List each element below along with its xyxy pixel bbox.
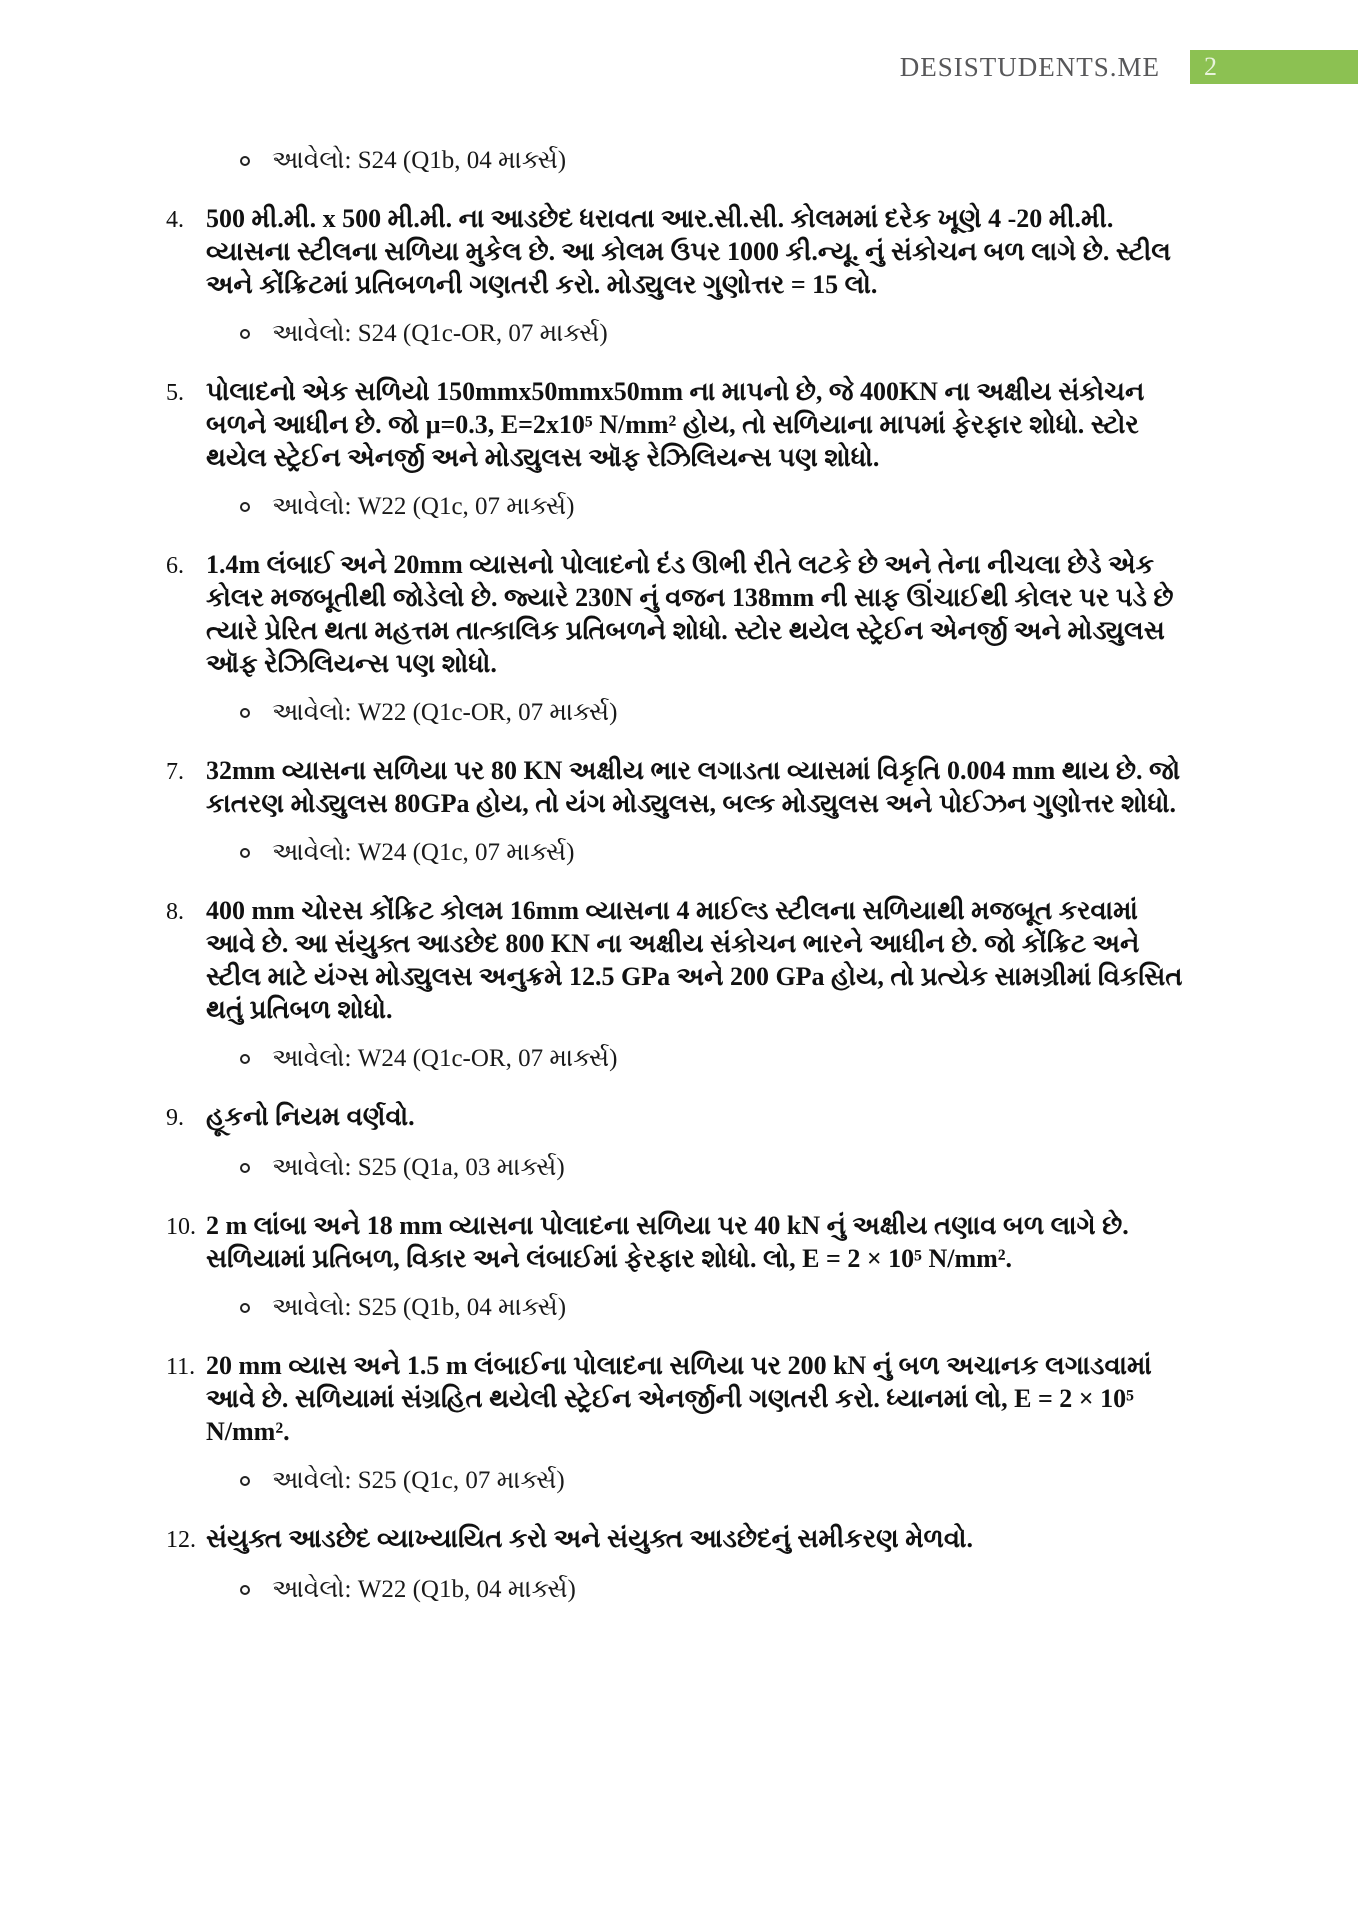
question-item — [166, 1349, 1190, 1448]
site-title: DESISTUDENTS.ME — [899, 51, 1160, 82]
question-item — [166, 1209, 1190, 1275]
circle-bullet-icon — [240, 329, 250, 339]
source-text: આવેલો: W22 (Q1c-OR, 07 માર્ક્સ) — [272, 699, 618, 726]
source-row — [240, 146, 1190, 176]
circle-bullet-icon — [240, 1303, 250, 1313]
source-row — [240, 492, 1190, 522]
circle-bullet-icon — [240, 1054, 250, 1064]
source-text: આવેલો: S25 (Q1b, 04 માર્ક્સ) — [272, 1294, 567, 1321]
question-item — [166, 202, 1190, 301]
circle-bullet-icon — [240, 156, 250, 166]
question-item — [166, 1100, 1190, 1135]
item-text: હૂકનો નિયમ વર્ણવો. — [206, 1102, 415, 1131]
question-item — [166, 375, 1190, 474]
circle-bullet-icon — [240, 1163, 250, 1173]
source-row — [240, 1153, 1190, 1183]
item-number: 6. — [166, 553, 184, 579]
source-text: આવેલો: W24 (Q1c-OR, 07 માર્ક્સ) — [272, 1045, 618, 1072]
source-text: આવેલો: W24 (Q1c, 07 માર્ક્સ) — [272, 839, 575, 866]
item-text: 1.4m લંબાઈ અને 20mm વ્યાસનો પોલાદનો દંડ ઊભી રીતે લટકે છે અને તેના નીચલા છેડે એક કોલર મજબૂતીથી જોડેલો છે. જ્યારે 230N નું વજન 138mm ની સાફ ઊંચાઈથી કોલર પર પડે છે ત્યારે પ્રેરિત થતા મહત્તમ તાત્કાલિક પ્રતિબળને શોધો. સ્ટોર થયેલ સ્ટ્રેઈન એનર્જી અને મોડ્યુલસ ઑફ રેઝિલિયન્સ પણ શોધો. — [206, 550, 1174, 678]
item-number: 10. — [166, 1214, 196, 1240]
source-text: આવેલો: S24 (Q1c-OR, 07 માર્ક્સ) — [272, 320, 608, 347]
source-text: આવેલો: S24 (Q1b, 04 માર્ક્સ) — [272, 147, 567, 174]
question-item — [166, 894, 1190, 1026]
page-number: 2 — [1204, 52, 1217, 81]
item-number: 12. — [166, 1527, 196, 1553]
question-list — [0, 84, 1358, 1605]
source-row — [240, 1044, 1190, 1074]
item-number: 5. — [166, 380, 184, 406]
item-number: 4. — [166, 207, 184, 233]
page-header — [0, 0, 1358, 84]
circle-bullet-icon — [240, 1476, 250, 1486]
source-row — [240, 319, 1190, 349]
item-text: સંયુક્ત આડછેદ વ્યાખ્યાયિત કરો અને સંયુક્ત આડછેદનું સમીકરણ મેળવો. — [206, 1524, 974, 1553]
source-row — [240, 1293, 1190, 1323]
circle-bullet-icon — [240, 848, 250, 858]
item-number: 11. — [166, 1354, 196, 1380]
circle-bullet-icon — [240, 1585, 250, 1595]
circle-bullet-icon — [240, 502, 250, 512]
item-text: 2 m લાંબા અને 18 mm વ્યાસના પોલાદના સળિયા પર 40 kN નું અક્ષીય તણાવ બળ લાગે છે. સળિયામાં પ્રતિબળ, વિકાર અને લંબાઈમાં ફેરફાર શોધો. લો, E = 2 × 10⁵ N/mm². — [206, 1211, 1129, 1273]
item-number: 9. — [166, 1105, 184, 1131]
question-item — [166, 1522, 1190, 1557]
item-text: 500 મી.મી. x 500 મી.મી. ના આડછેદ ધરાવતા આર.સી.સી. કોલમમાં દરેક ખૂણે 4 -20 મી.મી. વ્યાસના સ્ટીલના સળિયા મુકેલ છે. આ કોલમ ઉપર 1000 કી.ન્યૂ. નું સંકોચન બળ લાગે છે. સ્ટીલ અને કોંક્રિટમાં પ્રતિબળની ગણતરી કરો. મોડ્યુલર ગુણોત્તર = 15 લો. — [206, 204, 1171, 299]
item-text: 400 mm ચોરસ કોંક્રિટ કોલમ 16mm વ્યાસના 4 માઈલ્ડ સ્ટીલના સળિયાથી મજબૂત કરવામાં આવે છે. આ સંયુક્ત આડછેદ 800 KN ના અક્ષીય સંકોચન ભારને આધીન છે. જો કોંક્રિટ અને સ્ટીલ માટે યંગ્સ મોડ્યુલસ અનુક્રમે 12.5 GPa અને 200 GPa હોય, તો પ્રત્યેક સામગ્રીમાં વિકસિત થતું પ્રતિબળ શોધો. — [206, 896, 1183, 1024]
source-text: આવેલો: W22 (Q1c, 07 માર્ક્સ) — [272, 493, 575, 520]
page-number-badge — [1190, 50, 1358, 84]
item-number: 7. — [166, 759, 184, 785]
source-row — [240, 698, 1190, 728]
item-number: 8. — [166, 899, 184, 925]
source-row — [240, 1575, 1190, 1605]
circle-bullet-icon — [240, 708, 250, 718]
item-text: 20 mm વ્યાસ અને 1.5 m લંબાઈના પોલાદના સળિયા પર 200 kN નું બળ અચાનક લગાડવામાં આવે છે. સળિયામાં સંગ્રહિત થયેલી સ્ટ્રેઈન એનર્જીની ગણતરી કરો. ધ્યાનમાં લો, E = 2 × 10⁵ N/mm². — [206, 1351, 1152, 1446]
source-text: આવેલો: S25 (Q1a, 03 માર્ક્સ) — [272, 1154, 565, 1181]
question-item — [166, 548, 1190, 680]
item-text: 32mm વ્યાસના સળિયા પર 80 KN અક્ષીય ભાર લગાડતા વ્યાસમાં વિકૃતિ 0.004 mm થાય છે. જો કાતરણ મોડ્યુલસ 80GPa હોય, તો યંગ મોડ્યુલસ, બલ્ક મોડ્યુલસ અને પોઈઝન ગુણોત્તર શોધો. — [206, 756, 1181, 818]
source-row — [240, 1466, 1190, 1496]
source-row — [240, 838, 1190, 868]
item-text: પોલાદનો એક સળિયો 150mmx50mmx50mm ના માપનો છે, જે 400KN ના અક્ષીય સંકોચન બળને આધીન છે. જો μ=0.3, E=2x10⁵ N/mm² હોય, તો સળિયાના માપમાં ફેરફાર શોધો. સ્ટોર થયેલ સ્ટ્રેઈન એનર્જી અને મોડ્યુલસ ઑફ રેઝિલિયન્સ પણ શોધો. — [206, 377, 1145, 472]
source-text: આવેલો: W22 (Q1b, 04 માર્ક્સ) — [272, 1576, 576, 1603]
question-item — [166, 754, 1190, 820]
source-text: આવેલો: S25 (Q1c, 07 માર્ક્સ) — [272, 1467, 565, 1494]
